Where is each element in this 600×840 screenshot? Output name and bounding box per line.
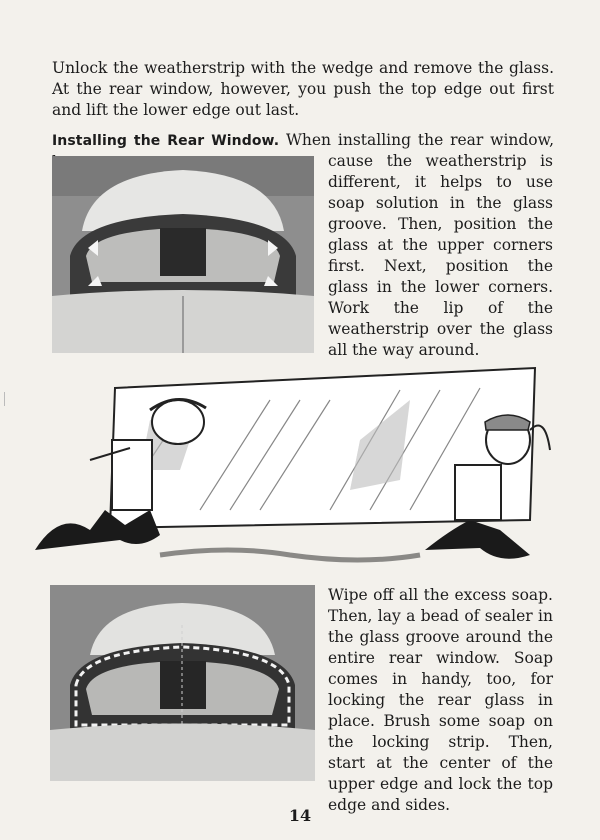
intro-paragraph: Unlock the weatherstrip with the wedge and remove the glass. At the rear window, however, you push the top edge out first and lift the lower edge out last.: [52, 59, 554, 119]
rear-window-photo-top: [52, 156, 314, 353]
rear-window-photo-bottom: [50, 585, 315, 781]
heading-lead-text: When installing the rear window,: [285, 131, 554, 149]
two-men-carrying-glass-drawing: [30, 360, 575, 575]
car-rear-window-image: [52, 156, 314, 353]
rear-window-instructions: cause the weatherstrip is different, it helps to use soap solution in the glass groove. Then, position the glass at the upper corners first. Next, position the glass in the lower corners. Work the lip of the weatherstrip over the glass all the way around.: [328, 152, 553, 359]
section-heading: Installing the Rear Window.: [52, 133, 280, 149]
page-number: 14: [288, 806, 312, 825]
sealer-instructions: Wipe off all the excess soap. Then, lay a bead of sealer in the glass groove around the entire rear window. Soap comes in handy, too, for locking the rear glass in place. Brush some soap on the locking strip. Then, start at the center of the upper edge and lock the top edge and sides.: [328, 586, 553, 814]
cartoon-glass-carry-illustration: [30, 360, 575, 575]
margin-mark: [4, 392, 5, 406]
car-window-sealer-image: [50, 585, 315, 781]
